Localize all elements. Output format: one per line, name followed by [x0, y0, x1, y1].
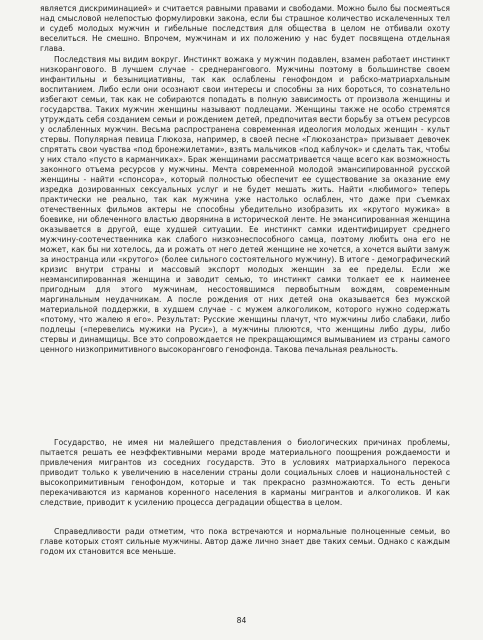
paragraph-text: Справедливости ради отметим, что пока встречаются и нормальные полноценные семьи, во главе которых стоят сильные мужчины. Автор даже лично знает две таких семьи. Однако с каждым годом их становится все меньше. [40, 527, 450, 556]
paragraph-consequences [40, 55, 450, 355]
paragraph-justice [40, 527, 450, 557]
page-number: 84 [236, 616, 247, 625]
paragraph-text: Последствия мы видим вокруг. Инстинкт вожака у мужчин подавлен, взамен работает инстинкт низкорангового. В лучшем случае - среднерангового. Мужчины поэтому в большинстве своем инфантильны и безынициативны, так как ослаблены генофондом и рабско-матриархальным воспитанием. Либо если они осознают свои интересы и способны за них бороться, то сознательно избегают семьи, так как не собираются попадать в полную зависимость от произвола женщины и государства. Таких мужчин женщины называют подлецами. Женщины также не особо стремятся утруждать себя созданием семьи и рождением детей, предпочитая вести борьбу за отъем ресурсов у ослабленных мужчин. Весьма распространена современная идеология молодых женщин - культ стервы. Популярная певица Глюкоза, например, в своей песне «Глюкозанстра» призывает девочек спрятать свои чувства «под бронежилетами», взять мальчиков «под каблучок» и сделать так, чтобы у них стало «пусто в карманчиках». Брак женщинами рассматривается чаще всего как возможность законного отъема ресурсов у мужчины. Мечта современной молодой эмансипированной русской женщины - найти «спонсора», который полностью обеспечит ее существование за оказание ему изредка дозированных сексуальных услуг и не будет мешать жить. Найти «любимого» теперь практически не реально, так как мужчина уже настолько ослаблен, что даже при съемках отечественных фильмов актеры не способны убедительно изобразить их «крутого мужика» в боевике, ни облеченного властью дворянина в исторической ленте. Не эмансипированная женщина оказывается в другой, еще худшей ситуации. Ее инстинкт самки идентифицирует среднего мужчину-соотечественника как слабого низкоэнеспособного самца, поэтому любить она его не может, как бы ни хотелось, да и рожать от него детей женщине не хочется, а хочется выйти замуж за иностранца или «крутого» (более сильного состоятельного мужчину). В итоге - демографический кризис внутри страны и массовый экспорт молодых женщин за ее пределы. Если же неэмансипированная женщина и заводит семью, то инстинкт самки толкает ее к наименее пригодным для этого мужчинам, несостоявшимся первобытным вождям, современным маргинальным неудачникам. А после рождения от них детей она оказывается без мужской материальной поддержки, в худшем случае - с мужем алкоголиком, которого нужно содержать «потому, что жалею я его». Результат: Русские женщины плачут, что мужчины либо слабаки, либо подлецы («перевелись мужики на Руси»), а мужчины плюются, что женщины либо дуры, либо стервы и динамщицы. Все это сопровождается не прекращающимся вымыванием из страны самого ценного низкопримитивного высокоранговго генофонда. Такова печальная реальность. [40, 55, 450, 354]
paragraph-text: Государство, не имея ни малейшего представления о биологических причинах проблемы, пытается решать ее неэффективными мерами вроде материального поощрения рождаемости и привлечения мигрантов из соседних государств. Это в условиях матриархального перекоса приводит только к увеличению в населении страны доли социальных слоев и национальностей с высокопримитивным генофондом, которые и так прекрасно размножаются. То есть деньги перекачиваются из карманов коренного населения в карманы мигрантов и алкоголиков. И как следствие, приводит к усилению процесса деградации общества в целом. [40, 438, 450, 507]
paragraph-text: является дискриминацией» и считается равными правами и свободами. Можно было бы посмеяться над смысловой нелепостью формулировки закона, если бы страшное количество искалеченных тел и судеб молодых мужчин и гибельные последствия для общества в целом не отбивали охоту веселиться. Не смешно. Впрочем, мужчинам и их положению у нас будет посвящена отдельная глава. [40, 4, 450, 53]
paragraph-state [40, 438, 450, 508]
paragraph-continuation [40, 4, 450, 54]
